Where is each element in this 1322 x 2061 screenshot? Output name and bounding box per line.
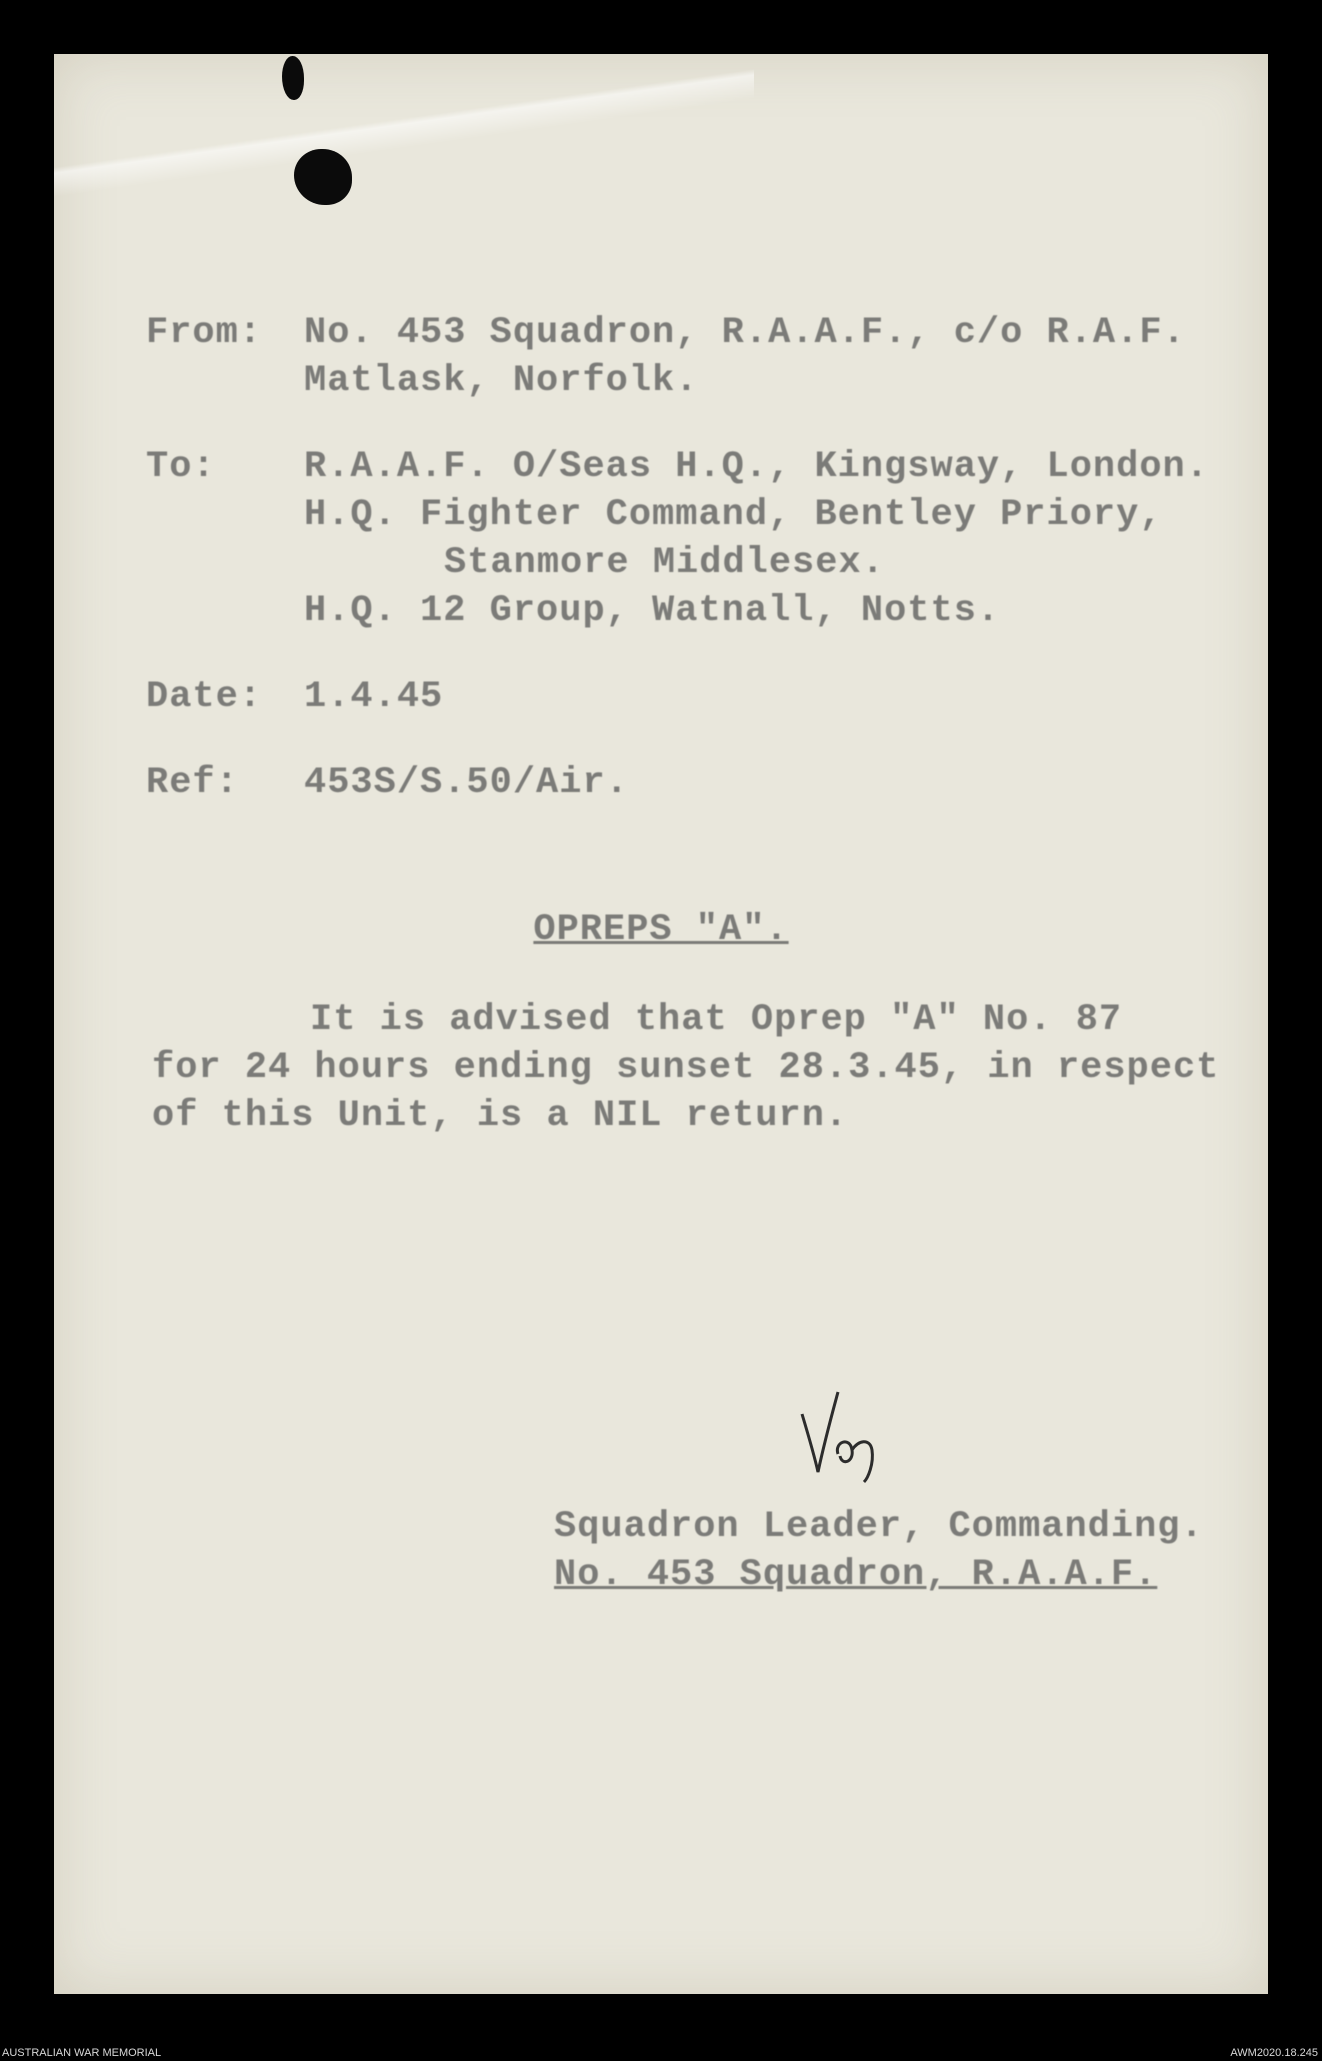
footer-source: AUSTRALIAN WAR MEMORIAL [2, 2047, 162, 2059]
ref-label: Ref: [146, 762, 239, 804]
footer-accession-number: AWM2020.18.245 [1230, 2047, 1318, 2059]
to-line-3: Stanmore Middlesex. [444, 542, 885, 584]
signature-unit: No. 453 Squadron, R.A.A.F. [554, 1554, 1158, 1596]
from-line-1: No. 453 Squadron, R.A.A.F., c/o R.A.F. [304, 312, 1186, 354]
signature-title: Squadron Leader, Commanding. [554, 1506, 1204, 1548]
paper-fold [54, 54, 754, 254]
document-page [54, 54, 1268, 1994]
to-line-2: H.Q. Fighter Command, Bentley Priory, [304, 494, 1163, 536]
to-line-1: R.A.A.F. O/Seas H.Q., Kingsway, London. [304, 446, 1209, 488]
body-line-1: It is advised that Oprep "A" No. 87 [310, 999, 1123, 1041]
ref-value: 453S/S.50/Air. [304, 762, 629, 804]
from-label: From: [146, 312, 263, 354]
handwritten-initials [794, 1384, 904, 1484]
date-label: Date: [146, 676, 263, 718]
to-line-4: H.Q. 12 Group, Watnall, Notts. [304, 590, 1001, 632]
from-line-2: Matlask, Norfolk. [304, 360, 699, 402]
document-title [54, 909, 1268, 951]
body-line-3: of this Unit, is a NIL return. [152, 1095, 849, 1137]
to-label: To: [146, 446, 216, 488]
punch-hole [282, 56, 304, 100]
body-line-2: for 24 hours ending sunset 28.3.45, in respect [152, 1047, 1220, 1089]
date-value: 1.4.45 [304, 676, 444, 718]
punch-hole [294, 149, 352, 205]
document-title-text: OPREPS "A". [533, 909, 789, 951]
